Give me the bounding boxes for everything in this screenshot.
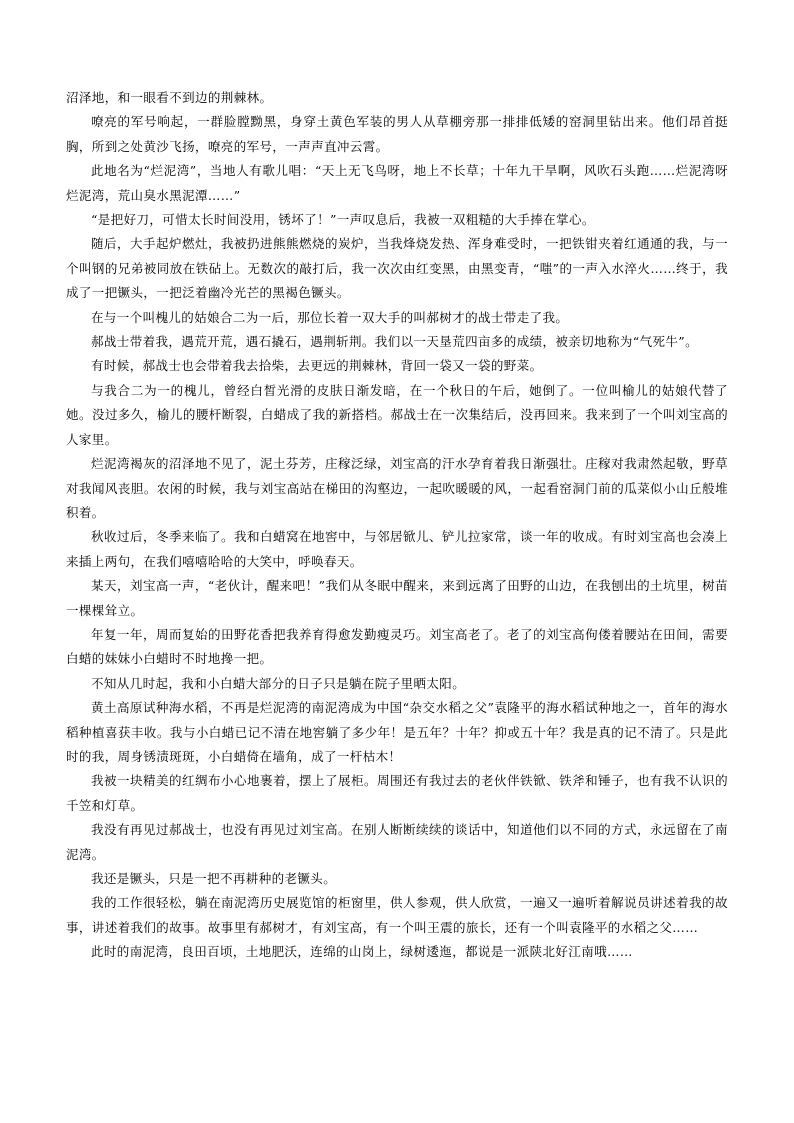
paragraph-14: 不知从几时起，我和小白蜡大部分的日子只是躺在院子里晒太阳。 — [91, 675, 466, 691]
paragraph-2: 嘹亮的军号响起，一群脸膛黝黑，身穿土黄色军装的男人从草棚旁那一排排低矮的窑洞里钻出来。他们昂首挺胸，所到之处黄沙飞扬，嘹亮的军号，一声声直冲云霄。 — [66, 114, 728, 154]
paragraph-5: 随后，大手起炉燃灶，我被扔进熊熊燃烧的炭炉，当我烽烧发热、浑身难受时，一把铁钳夹着红通通的我，与一个叫钢的兄弟被同放在铁砧上。无数次的敲打后，我一次次由红变黑，由黑变青，“嗤”的一声入水淬火……终于，我成了一把镢头，一把泛着幽冷光芒的黑褐色镢头。 — [66, 236, 728, 301]
paragraph-6: 在与一个叫槐儿的姑娘合二为一后，那位长着一双大手的叫郝树才的战士带走了我。 — [91, 309, 569, 325]
paragraph-16: 我被一块精美的红绸布小心地裹着，摆上了展柜。周围还有我过去的老伙伴铁锨、铁斧和锤子，也有我不认识的千笠和灯草。 — [66, 773, 728, 813]
paragraph-9: 与我合二为一的槐儿，曾经白皙光滑的皮肤日渐发暗，在一个秋日的午后，她倒了。一位叫榆儿的姑娘代替了她。没过多久，榆儿的腰杆断裂，白蜡成了我的新搭档。郝战士在一次集结后，没再回来。我来到了一个叫刘宝高的人家里。 — [66, 382, 728, 447]
document-body — [66, 86, 728, 965]
paragraph-20: 此时的南泥湾，良田百顷，土地肥沃，连绵的山岗上，绿树逶迤，都说是一派陕北好江南哦…… — [91, 944, 633, 960]
paragraph-4: “是把好刀，可惜太长时间没用，锈坏了！”一声叹息后，我被一双粗糙的大手捧在掌心。 — [91, 212, 595, 228]
paragraph-19: 我的工作很轻松，躺在南泥湾历史展览馆的柜窗里，供人参观，供人欣赏，一遍又一遍听着解说员讲述着我的故事，讲述着我们的故事。故事里有郝树才，有刘宝高，有一个叫王震的旅长，还有一个叫袁隆平的水稻之父…… — [66, 895, 728, 935]
paragraph-13: 年复一年，周而复始的田野花香把我养育得愈发勤瘦灵巧。刘宝高老了。老了的刘宝高佝偻着腰站在田间，需要白蜡的妹妹小白蜡时不时地搀一把。 — [66, 626, 728, 667]
paragraph-3: 此地名为“烂泥湾”，当地人有歌儿唱：“天上无飞鸟呀，地上不长草；十年九干旱啊，风吹石头跑……烂泥湾呀烂泥湾，荒山臭水黑泥潭……” — [66, 163, 728, 203]
paragraph-10: 烂泥湾褐灰的沼泽地不见了，泥土芬芳，庄稼泛绿，刘宝高的汗水孕育着我日渐强壮。庄稼对我肃然起敬，野草对我闻风丧胆。农闲的时候，我与刘宝高站在梯田的沟壑边，一起吹暖暖的风，一起看窑洞门前的瓜菜似小山丘般堆积着。 — [66, 456, 728, 520]
paragraph-11: 秋收过后，冬季来临了。我和白蜡窝在地窖中，与邻居锨儿、铲儿拉家常，谈一年的收成。有时刘宝高也会凑上来插上两句，在我们嘻嘻哈哈的大笑中，呼唤春天。 — [66, 529, 728, 569]
paragraph-8: 有时候，郝战士也会带着我去拾柴，去更远的荆棘林，背回一袋又一袋的野菜。 — [91, 358, 543, 374]
paragraph-15: 黄土高原试种海水稻，不再是烂泥湾的南泥湾成为中国“杂交水稻之父”袁隆平的海水稻试种地之一，首年的海水稻种植喜获丰收。我与小白蜡已记不清在地窖躺了多少年！是五年？十年？抑或五十年？我是真的记不清了。只是此时的我，周身锈渍斑斑，小白蜡倚在墙角，成了一杆枯木！ — [66, 700, 728, 764]
paragraph-18: 我还是镢头，只是一把不再耕种的老镢头。 — [91, 871, 337, 886]
paragraph-12: 某天，刘宝高一声，“老伙计，醒来吧！”我们从冬眠中醒来，来到远离了田野的山边，在我刨出的土坑里，树苗一棵棵耸立。 — [66, 578, 728, 618]
paragraph-7: 郝战士带着我，遇荒开荒，遇石撬石，遇荆斩荆。我们以一天垦荒四亩多的成绩，被亲切地称为“气死牛”。 — [91, 334, 698, 350]
paragraph-1: 沼泽地，和一眼看不到边的荆棘林。 — [66, 90, 273, 105]
paragraph-17: 我没有再见过郝战士，也没有再见过刘宝高。在别人断断续续的谈话中，知道他们以不同的方式，永远留在了南泥湾。 — [66, 822, 728, 862]
